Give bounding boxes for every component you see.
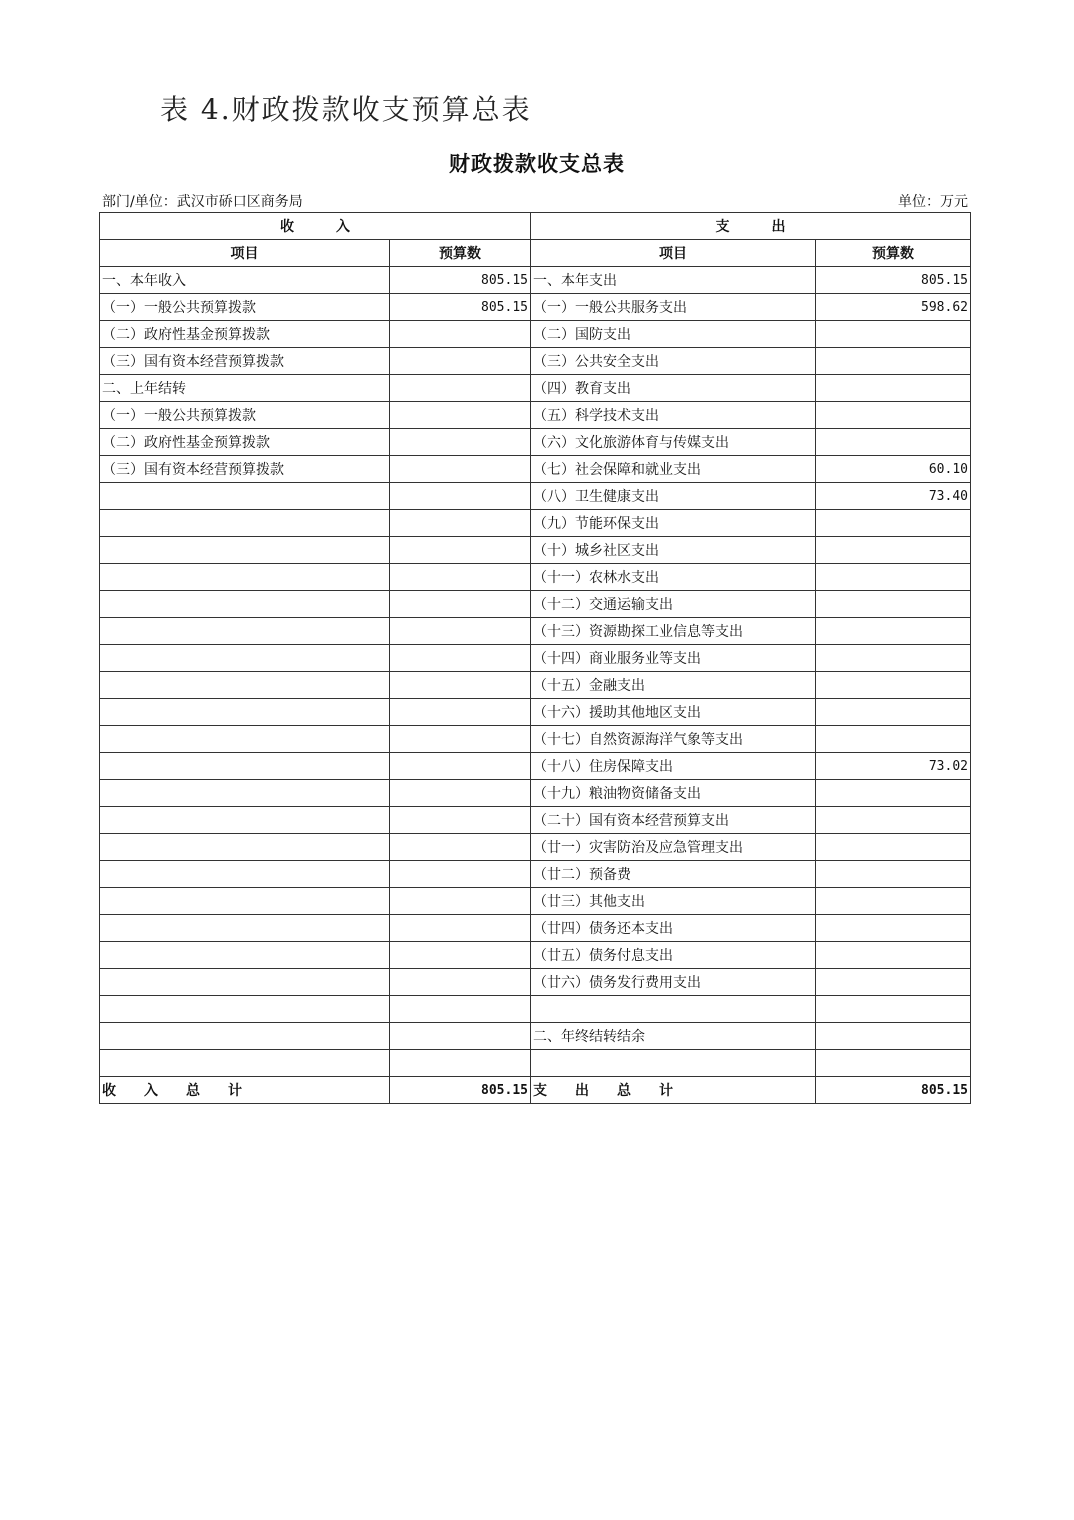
- income-item-cell: （二）政府性基金预算拨款: [100, 429, 390, 456]
- section-header-row: [100, 213, 971, 240]
- table-row: [100, 780, 971, 807]
- income-item-cell: [100, 861, 390, 888]
- expense-value-cell: 60.10: [816, 456, 971, 483]
- income-value-cell: [390, 942, 531, 969]
- expense-value-cell: [816, 429, 971, 456]
- income-value-cell: 805.15: [390, 294, 531, 321]
- expense-item-cell: 二、年终结转结余: [531, 1023, 816, 1050]
- income-item-cell: [100, 537, 390, 564]
- income-value-cell: [390, 456, 531, 483]
- income-item-cell: [100, 645, 390, 672]
- income-section-header: 收 入: [100, 213, 531, 240]
- expense-value-cell: [816, 915, 971, 942]
- income-item-cell: [100, 1023, 390, 1050]
- expense-value-cell: 73.40: [816, 483, 971, 510]
- expense-item-cell: （廿六）债务发行费用支出: [531, 969, 816, 996]
- table-row: [100, 834, 971, 861]
- income-item-cell: （三）国有资本经营预算拨款: [100, 348, 390, 375]
- income-item-cell: [100, 564, 390, 591]
- expense-item-cell: （十二）交通运输支出: [531, 591, 816, 618]
- expense-value-cell: [816, 996, 971, 1023]
- income-value-cell: [390, 807, 531, 834]
- expense-item-cell: （十七）自然资源海洋气象等支出: [531, 726, 816, 753]
- expense-item-cell: （廿五）债务付息支出: [531, 942, 816, 969]
- expense-value-cell: [816, 1023, 971, 1050]
- income-value-cell: [390, 348, 531, 375]
- expense-item-cell: （十三）资源勘探工业信息等支出: [531, 618, 816, 645]
- income-value-cell: [390, 402, 531, 429]
- table-row: [100, 591, 971, 618]
- income-item-cell: [100, 618, 390, 645]
- income-item-cell: （一）一般公共预算拨款: [100, 294, 390, 321]
- expense-item-cell: （九）节能环保支出: [531, 510, 816, 537]
- table-row: [100, 915, 971, 942]
- table-row: [100, 456, 971, 483]
- table-row: [100, 672, 971, 699]
- expense-item-cell: （十六）援助其他地区支出: [531, 699, 816, 726]
- income-value-cell: [390, 753, 531, 780]
- expense-value-cell: [816, 591, 971, 618]
- expense-value-cell: [816, 402, 971, 429]
- expense-value-cell: [816, 1050, 971, 1077]
- expense-item-cell: （十）城乡社区支出: [531, 537, 816, 564]
- income-item-cell: [100, 483, 390, 510]
- expense-total-label: 支 出 总 计: [531, 1077, 816, 1104]
- income-item-cell: [100, 726, 390, 753]
- expense-item-cell: （六）文化旅游体育与传媒支出: [531, 429, 816, 456]
- income-total-value: 805.15: [390, 1077, 531, 1104]
- income-value-cell: [390, 645, 531, 672]
- table-row: [100, 429, 971, 456]
- expense-total-value: 805.15: [816, 1077, 971, 1104]
- income-value-cell: [390, 861, 531, 888]
- income-value-cell: [390, 591, 531, 618]
- income-item-cell: [100, 915, 390, 942]
- expense-value-cell: [816, 645, 971, 672]
- expense-item-cell: 一、本年支出: [531, 267, 816, 294]
- document-title: 表 4.财政拨款收支预算总表: [160, 93, 532, 126]
- expense-item-cell: （廿一）灾害防治及应急管理支出: [531, 834, 816, 861]
- income-item-header: 项目: [100, 240, 390, 267]
- expense-value-cell: [816, 834, 971, 861]
- income-item-cell: [100, 834, 390, 861]
- expense-item-cell: （一）一般公共服务支出: [531, 294, 816, 321]
- income-value-cell: [390, 483, 531, 510]
- expense-value-cell: [816, 672, 971, 699]
- income-item-cell: [100, 969, 390, 996]
- income-value-cell: [390, 375, 531, 402]
- table-row: [100, 996, 971, 1023]
- income-total-label: 收 入 总 计: [100, 1077, 390, 1104]
- table-row: [100, 537, 971, 564]
- expense-value-cell: [816, 537, 971, 564]
- table-row: [100, 753, 971, 780]
- expense-value-cell: [816, 969, 971, 996]
- income-item-cell: [100, 753, 390, 780]
- expense-value-cell: [816, 510, 971, 537]
- budget-table: [99, 212, 971, 1104]
- expense-value-cell: [816, 564, 971, 591]
- income-value-cell: 805.15: [390, 267, 531, 294]
- expense-value-cell: [816, 348, 971, 375]
- expense-item-header: 项目: [531, 240, 816, 267]
- expense-item-cell: （十八）住房保障支出: [531, 753, 816, 780]
- table-row: [100, 294, 971, 321]
- income-value-cell: [390, 969, 531, 996]
- expense-value-cell: 805.15: [816, 267, 971, 294]
- income-value-cell: [390, 915, 531, 942]
- expense-value-cell: [816, 726, 971, 753]
- income-value-cell: [390, 834, 531, 861]
- expense-item-cell: （二）国防支出: [531, 321, 816, 348]
- expense-value-cell: [816, 942, 971, 969]
- table-title: 财政拨款收支总表: [449, 152, 625, 176]
- table-row: [100, 861, 971, 888]
- income-value-cell: [390, 888, 531, 915]
- expense-item-cell: （十九）粮油物资储备支出: [531, 780, 816, 807]
- expense-item-cell: （十五）金融支出: [531, 672, 816, 699]
- expense-value-cell: [816, 321, 971, 348]
- expense-value-cell: [816, 699, 971, 726]
- income-item-cell: （二）政府性基金预算拨款: [100, 321, 390, 348]
- income-value-cell: [390, 618, 531, 645]
- income-value-cell: [390, 429, 531, 456]
- income-item-cell: [100, 699, 390, 726]
- income-item-cell: [100, 942, 390, 969]
- table-row: [100, 726, 971, 753]
- expense-item-cell: [531, 996, 816, 1023]
- table-row: [100, 1050, 971, 1077]
- expense-section-header: 支 出: [531, 213, 971, 240]
- income-item-cell: [100, 807, 390, 834]
- expense-item-cell: （五）科学技术支出: [531, 402, 816, 429]
- income-value-cell: [390, 510, 531, 537]
- expense-item-cell: （廿三）其他支出: [531, 888, 816, 915]
- income-value-cell: [390, 672, 531, 699]
- income-value-cell: [390, 726, 531, 753]
- income-item-cell: 二、上年结转: [100, 375, 390, 402]
- table-row: [100, 483, 971, 510]
- income-value-cell: [390, 1050, 531, 1077]
- table-row: [100, 402, 971, 429]
- income-item-cell: [100, 888, 390, 915]
- expense-value-cell: [816, 618, 971, 645]
- table-row: [100, 618, 971, 645]
- table-row: [100, 1023, 971, 1050]
- income-value-cell: [390, 564, 531, 591]
- totals-row: [100, 1077, 971, 1104]
- table-row: [100, 969, 971, 996]
- expense-item-cell: （二十）国有资本经营预算支出: [531, 807, 816, 834]
- expense-item-cell: （八）卫生健康支出: [531, 483, 816, 510]
- table-row: [100, 348, 971, 375]
- income-item-cell: （一）一般公共预算拨款: [100, 402, 390, 429]
- table-row: [100, 510, 971, 537]
- table-row: [100, 267, 971, 294]
- table-row: [100, 942, 971, 969]
- expense-item-cell: （四）教育支出: [531, 375, 816, 402]
- income-item-cell: [100, 510, 390, 537]
- income-item-cell: [100, 996, 390, 1023]
- expense-item-cell: （十四）商业服务业等支出: [531, 645, 816, 672]
- unit-label: 单位：万元: [898, 194, 968, 210]
- expense-item-cell: （十一）农林水支出: [531, 564, 816, 591]
- income-value-cell: [390, 996, 531, 1023]
- table-row: [100, 807, 971, 834]
- income-value-cell: [390, 699, 531, 726]
- expense-value-cell: 73.02: [816, 753, 971, 780]
- income-item-cell: [100, 672, 390, 699]
- expense-item-cell: [531, 1050, 816, 1077]
- expense-budget-header: 预算数: [816, 240, 971, 267]
- table-row: [100, 564, 971, 591]
- expense-value-cell: 598.62: [816, 294, 971, 321]
- income-value-cell: [390, 537, 531, 564]
- income-budget-header: 预算数: [390, 240, 531, 267]
- expense-value-cell: [816, 888, 971, 915]
- expense-value-cell: [816, 861, 971, 888]
- income-value-cell: [390, 780, 531, 807]
- expense-value-cell: [816, 807, 971, 834]
- income-item-cell: 一、本年收入: [100, 267, 390, 294]
- expense-value-cell: [816, 780, 971, 807]
- table-row: [100, 375, 971, 402]
- table-row: [100, 321, 971, 348]
- table-row: [100, 888, 971, 915]
- expense-item-cell: （廿四）债务还本支出: [531, 915, 816, 942]
- table-row: [100, 645, 971, 672]
- department-label: 部门/单位：武汉市硚口区商务局: [102, 194, 303, 210]
- income-value-cell: [390, 321, 531, 348]
- income-value-cell: [390, 1023, 531, 1050]
- expense-item-cell: （七）社会保障和就业支出: [531, 456, 816, 483]
- table-row: [100, 699, 971, 726]
- income-item-cell: [100, 1050, 390, 1077]
- income-item-cell: （三）国有资本经营预算拨款: [100, 456, 390, 483]
- income-item-cell: [100, 591, 390, 618]
- expense-item-cell: （三）公共安全支出: [531, 348, 816, 375]
- income-item-cell: [100, 780, 390, 807]
- expense-value-cell: [816, 375, 971, 402]
- budget-table-body: [100, 213, 971, 1104]
- expense-item-cell: （廿二）预备费: [531, 861, 816, 888]
- column-header-row: [100, 240, 971, 267]
